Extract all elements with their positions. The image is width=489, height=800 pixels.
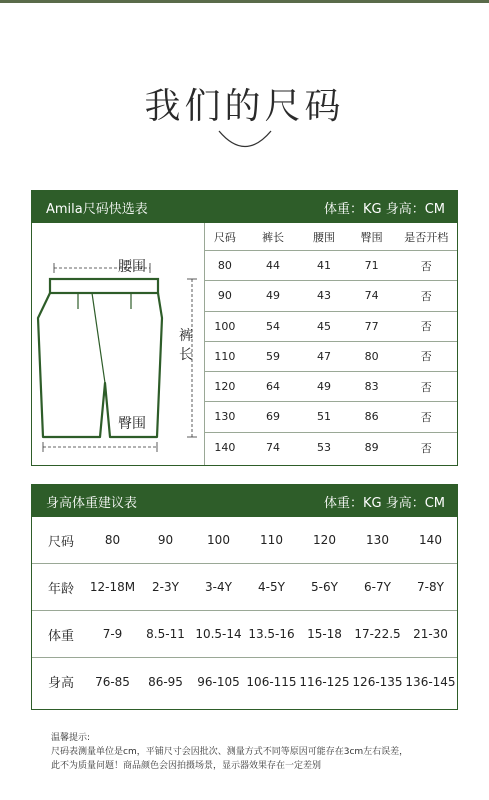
header-size: 尺码 (213, 230, 236, 244)
tips-line: 尺码表测量单位是cm，平铺尺寸会因批次、测量方式不同等原因可能存在3cm左右误差， (51, 747, 409, 757)
table-cell: 89 (364, 441, 379, 455)
table-cell: 4-5Y (258, 580, 285, 594)
table-cell: 59 (265, 349, 280, 363)
table-row (32, 611, 457, 658)
table-cell: 71 (364, 259, 379, 273)
table-cell: 136-145 (405, 674, 456, 689)
table-cell: 43 (317, 289, 332, 303)
table-cell: 130 (214, 410, 236, 424)
table-cell: 86-95 (148, 674, 183, 689)
table-cell: 140 (419, 533, 442, 547)
table-row (32, 517, 457, 564)
table-cell: 49 (317, 380, 332, 394)
quick-size-table (204, 223, 457, 463)
row-label: 年龄 (48, 581, 75, 597)
table-cell: 126-135 (352, 674, 403, 689)
row-label: 尺码 (48, 534, 75, 550)
row-label: 身高 (48, 676, 75, 691)
table-cell: 否 (420, 410, 432, 424)
header-waist: 腰围 (313, 230, 336, 244)
table-row (204, 342, 457, 372)
suggest-panel (31, 484, 458, 710)
table-cell: 130 (366, 533, 389, 547)
table-row (204, 402, 457, 432)
table-cell: 否 (420, 289, 432, 303)
table-cell: 13.5-16 (248, 627, 295, 641)
table-cell: 49 (265, 289, 280, 303)
table-cell: 7-9 (102, 627, 123, 641)
table-cell: 90 (157, 533, 174, 547)
table-cell: 21-30 (413, 627, 448, 641)
table-cell: 54 (265, 319, 280, 333)
suggest-header (32, 485, 457, 517)
header-length: 裤长 (261, 230, 284, 244)
table-cell: 69 (265, 410, 280, 424)
table-cell: 86 (364, 410, 379, 424)
table-cell: 否 (420, 320, 432, 334)
table-cell: 90 (217, 289, 232, 303)
header-hip: 臀围 (360, 230, 383, 244)
tips-block (51, 731, 408, 773)
table-cell: 100 (214, 319, 236, 333)
table-cell: 2-3Y (152, 580, 179, 594)
table-row (204, 251, 457, 281)
table-cell: 100 (207, 533, 230, 547)
table-cell: 120 (214, 380, 236, 394)
table-cell: 45 (317, 319, 332, 333)
table-cell: 53 (317, 441, 332, 455)
table-cell: 116-125 (299, 674, 350, 689)
quick-size-units: 体重：KG 身高：CM (323, 201, 445, 217)
table-cell: 44 (265, 259, 280, 273)
tips-heading: 温馨提示: (51, 733, 91, 743)
suggest-units: 体重：KG 身高：CM (323, 495, 445, 511)
table-cell: 110 (260, 533, 283, 547)
table-cell: 否 (420, 380, 432, 394)
table-cell: 5-6Y (311, 580, 338, 594)
waist-label: 腰围 (118, 259, 146, 275)
table-cell: 17-22.5 (354, 627, 401, 641)
table-cell: 77 (364, 319, 379, 333)
length-label: 裤长 (179, 328, 193, 363)
table-cell: 10.5-14 (195, 627, 242, 641)
table-cell: 6-7Y (364, 580, 391, 594)
suggest-title: 身高体重建议表 (46, 495, 138, 511)
table-cell: 106-115 (246, 674, 297, 689)
table-cell: 51 (317, 410, 332, 424)
table-cell: 否 (420, 441, 432, 455)
hip-label: 臀围 (118, 416, 146, 432)
row-label: 体重 (48, 628, 75, 644)
smile-decoration (216, 128, 274, 152)
table-cell: 3-4Y (205, 580, 232, 594)
table-row (204, 312, 457, 342)
table-row (204, 281, 457, 311)
table-cell: 74 (265, 441, 280, 455)
tips-line: 此不为质量问题！商品颜色会因拍摄场景，显示器效果存在一定差别 (51, 761, 322, 771)
table-cell: 47 (317, 349, 332, 363)
table-cell: 96-105 (197, 674, 240, 689)
table-cell: 140 (214, 441, 236, 455)
table-header-row (204, 223, 457, 251)
table-cell: 15-18 (307, 627, 342, 641)
table-cell: 否 (420, 350, 432, 364)
top-divider (0, 0, 489, 3)
table-row (204, 372, 457, 402)
table-cell: 7-8Y (417, 580, 444, 594)
table-row (204, 433, 457, 463)
table-cell: 74 (364, 289, 379, 303)
quick-size-header (32, 191, 457, 223)
table-cell: 110 (214, 349, 236, 363)
table-cell: 83 (364, 380, 379, 394)
quick-size-title: Amila尺码快选表 (46, 201, 148, 217)
table-cell: 12-18M (89, 580, 136, 594)
header-open-crotch: 是否开档 (404, 230, 449, 244)
table-cell: 否 (420, 259, 432, 273)
table-cell: 76-85 (95, 674, 130, 689)
table-cell: 8.5-11 (146, 627, 185, 641)
table-cell: 120 (313, 533, 336, 547)
table-cell: 80 (364, 349, 379, 363)
quick-size-panel (31, 190, 458, 466)
table-cell: 80 (104, 533, 121, 547)
page-title: 我们的尺码 (144, 86, 345, 127)
table-row (32, 564, 457, 611)
table-row (32, 658, 457, 705)
table-cell: 80 (217, 259, 232, 273)
suggest-table (32, 517, 457, 705)
table-cell: 41 (317, 259, 332, 273)
table-cell: 64 (265, 380, 280, 394)
pants-diagram (32, 223, 205, 465)
